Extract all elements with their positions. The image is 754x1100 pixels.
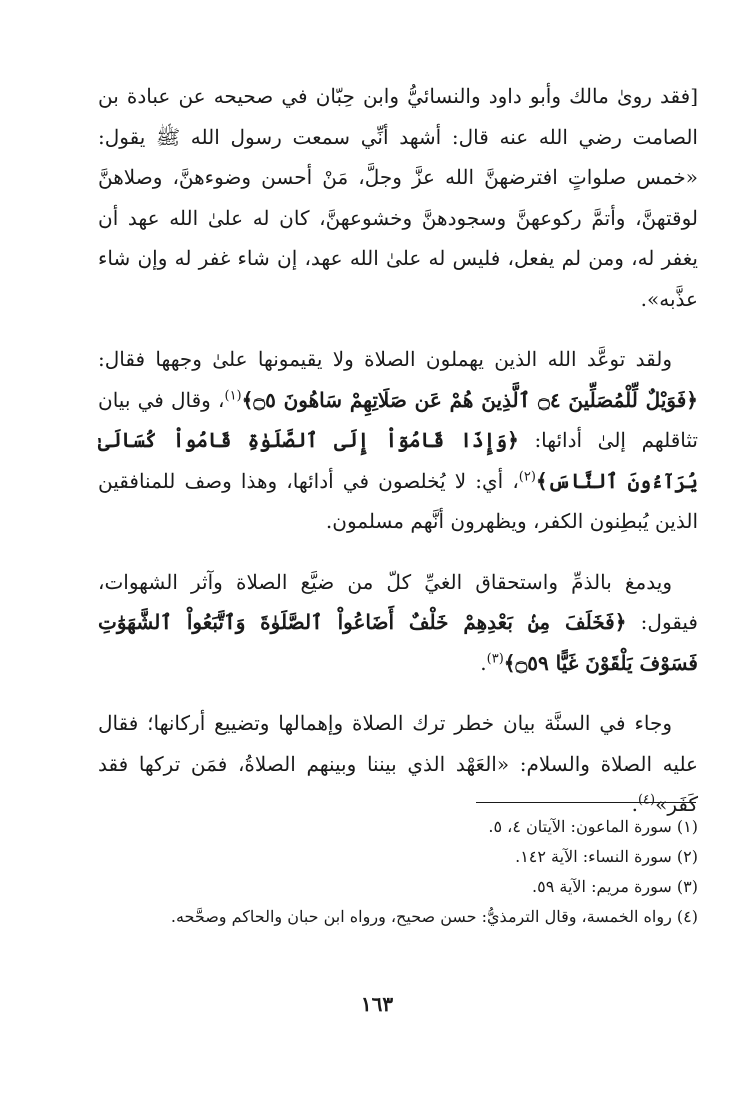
paragraph-sunnah xyxy=(98,703,698,825)
footnote-reference: (١) xyxy=(224,387,242,403)
footnote-reference: (٣) xyxy=(486,650,504,666)
paragraph-text: . xyxy=(631,792,638,816)
paragraph-warning-neglect xyxy=(98,339,698,542)
paragraph-text: وجاء في السنَّة بيان خطر ترك الصلاة وإهمالها وتضييع أركانها؛ فقال عليه الصلاة والسلام: «العَهْد الذي بيننا وبينهم الصلاةُ، فمَن تركها فقد كَفَر» xyxy=(98,711,698,816)
quran-verse: ﴿وَإِذَا قَامُوٓاْ إِلَى ٱلصَّلَوٰةِ قَامُواْ كُسَالَىٰ يُرَآءُونَ ٱلنَّاسَ﴾ xyxy=(98,428,698,493)
footnote-1: (١) سورة الماعون: الآيتان ٤، ٥. xyxy=(488,817,698,836)
footnote-2: (٢) سورة النساء: الآية ١٤٢. xyxy=(515,847,698,866)
main-text xyxy=(98,76,698,825)
paragraph-text: ، أي: لا يُخلصون في أدائها، وهذا وصف للمنافقين الذين يُبطِنون الكفر، ويظهرون أنَّهم مسلمون. xyxy=(98,468,698,533)
quran-verse: ﴿فَخَلَفَ مِنۢ بَعْدِهِمْ خَلْفٌ أَضَاعُواْ ٱلصَّلَوٰةَ وَٱتَّبَعُواْ ٱلشَّهَوَٰتِ فَسَوْفَ يَلْقَوْنَ غَيًّا ۝٥٩﴾ xyxy=(98,610,698,675)
paragraph-blame-neglect xyxy=(98,562,698,684)
paragraph-text: . xyxy=(480,650,487,675)
footnote-divider xyxy=(476,802,696,803)
footnote-reference: (٤) xyxy=(637,792,656,808)
footnote-reference: (٢) xyxy=(518,468,536,484)
quran-verse: ﴿فَوَيْلٌ لِّلْمُصَلِّينَ ۝٤ ٱلَّذِينَ هُمْ عَن صَلَاتِهِمْ سَاهُونَ ۝٥﴾ xyxy=(241,387,699,412)
paragraph-text: ولقد توعَّد الله الذين يهملون الصلاة ولا يقيمونها علىٰ وجهها فقال: xyxy=(98,347,672,371)
page-number: ١٦٣ xyxy=(360,992,394,1016)
paragraph-hadith-five-prayers: [فقد روىٰ مالك وأبو داود والنسائيُّ وابن حِبّان في صحيحه عن عبادة بن الصامت رضي الله عنه قال: أشهد أنِّي سمعت رسول الله ﷺ يقول: «خمس صلواتٍ افترضهنَّ الله عزَّ وجلَّ، مَنْ أحسن وضوءهنَّ، وصلاهنَّ لوقتهنَّ، وأتمَّ ركوعهنَّ وسجودهنَّ وخشوعهنَّ، كان له علىٰ الله عهد أن يغفر له، ومن لم يفعل، فليس له علىٰ الله عهد، إن شاء غفر له وإن شاء عذَّبه». xyxy=(98,84,698,311)
footnotes xyxy=(98,812,698,932)
footnote-3: (٣) سورة مريم: الآية ٥٩. xyxy=(532,877,698,896)
footnote-4: (٤) رواه الخمسة، وقال الترمذيُّ: حسن صحيح، ورواه ابن حبان والحاكم وصحَّحه. xyxy=(170,907,698,926)
paragraph-text: ، وقال في بيان تثاقلهم إلىٰ أدائها: xyxy=(98,387,698,452)
paragraph-text: ويدمغ بالذمِّ واستحقاق الغيِّ كلّ من ضيَّع الصلاة وآثر الشهوات، فيقول: xyxy=(98,569,698,634)
